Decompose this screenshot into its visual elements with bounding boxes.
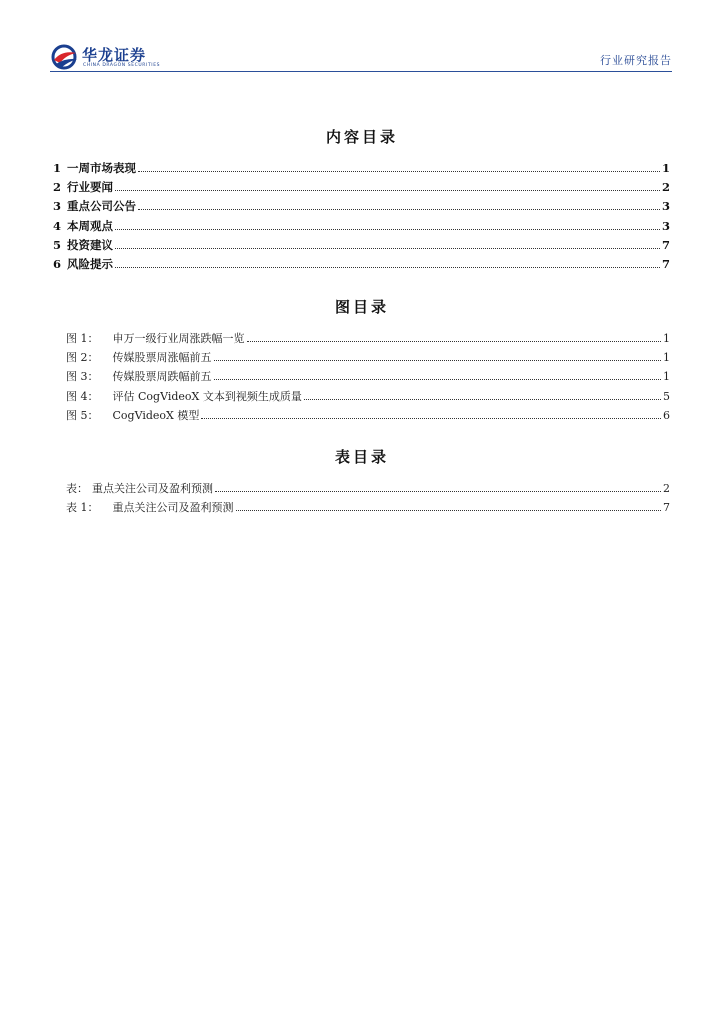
figures-list	[66, 330, 670, 426]
dragon-logo-icon	[50, 44, 80, 70]
figure-entry[interactable]	[66, 407, 670, 426]
dot-leader	[236, 510, 662, 511]
report-type: 行业研究报告	[600, 54, 672, 67]
toc-number: 1	[53, 161, 62, 175]
toc-entry[interactable]	[53, 179, 670, 198]
toc-number: 5	[53, 237, 62, 252]
toc-page: 7	[661, 256, 670, 271]
table-page: 7	[663, 501, 670, 515]
dot-leader	[304, 399, 661, 400]
table-label: 重点关注公司及盈利预测	[112, 501, 234, 515]
toc-page: 3	[661, 218, 670, 233]
page-header	[50, 40, 672, 72]
table-label: 重点关注公司及盈利预测	[92, 482, 213, 495]
toc-label: 重点公司公告	[67, 199, 136, 214]
toc-entry[interactable]	[53, 160, 670, 179]
dot-leader	[214, 379, 662, 380]
toc-page: 3	[661, 199, 670, 214]
dot-leader	[138, 171, 660, 172]
toc-entry[interactable]	[53, 256, 670, 275]
figure-page: 1	[663, 351, 670, 365]
dot-leader	[247, 341, 662, 342]
figure-entry[interactable]	[66, 349, 670, 368]
toc-entry[interactable]	[53, 198, 670, 217]
brand-name: 华龙证券	[82, 46, 147, 64]
toc-label: 投资建议	[67, 237, 113, 252]
toc-label: 风险提示	[67, 256, 113, 271]
figure-page: 1	[663, 332, 670, 345]
toc-page: 7	[661, 237, 670, 252]
header-divider	[50, 71, 672, 72]
dot-leader	[215, 491, 661, 492]
table-prefix: 表：	[66, 482, 88, 495]
dot-leader	[138, 209, 660, 210]
figures-title: 图目录	[334, 298, 389, 316]
dot-leader	[115, 248, 660, 249]
brand-name-en: CHINA DRAGON SECURITIES	[83, 63, 161, 68]
contents-title: 内容目录	[325, 128, 398, 146]
table-entry[interactable]	[66, 499, 670, 518]
figure-page: 5	[663, 389, 670, 403]
tables-title: 表目录	[334, 448, 389, 466]
toc-label: 行业要闻	[67, 180, 113, 195]
figure-entry[interactable]	[66, 368, 670, 387]
figure-prefix: 图 2：	[66, 351, 99, 365]
toc-number: 3	[53, 199, 62, 214]
toc-label: 本周观点	[67, 218, 113, 233]
dot-leader	[201, 418, 661, 419]
figure-label: 传媒股票周跌幅前五	[112, 370, 212, 384]
table-prefix: 表 1：	[66, 501, 99, 515]
figure-label: 传媒股票周涨幅前五	[112, 351, 212, 365]
table-page: 2	[663, 482, 670, 495]
figure-entry[interactable]	[66, 330, 670, 349]
toc-number: 4	[53, 218, 62, 233]
figure-page: 6	[663, 408, 670, 422]
figure-prefix: 图 3：	[66, 370, 99, 384]
dot-leader	[115, 190, 660, 191]
toc-number: 2	[53, 180, 62, 195]
contents-list	[53, 160, 670, 275]
table-entry[interactable]	[66, 480, 670, 499]
figure-label: 评估 CogVideoX 文本到视频生成质量	[112, 389, 302, 403]
dot-leader	[115, 267, 660, 268]
figure-prefix: 图 5：	[66, 408, 99, 422]
figure-entry[interactable]	[66, 388, 670, 407]
dot-leader	[214, 360, 662, 361]
tables-list	[66, 480, 670, 518]
figure-prefix: 图 4：	[66, 389, 99, 403]
toc-entry[interactable]	[53, 237, 670, 256]
toc-page: 2	[661, 180, 670, 195]
toc-page: 1	[661, 161, 670, 175]
figure-label: CogVideoX 模型	[112, 408, 200, 422]
toc-entry[interactable]	[53, 218, 670, 237]
figure-prefix: 图 1：	[66, 332, 99, 345]
toc-label: 一周市场表现	[67, 161, 136, 175]
figure-page: 1	[663, 370, 670, 384]
figure-label: 申万一级行业周涨跌幅一览	[112, 332, 245, 345]
toc-number: 6	[53, 256, 62, 271]
dot-leader	[115, 229, 660, 230]
